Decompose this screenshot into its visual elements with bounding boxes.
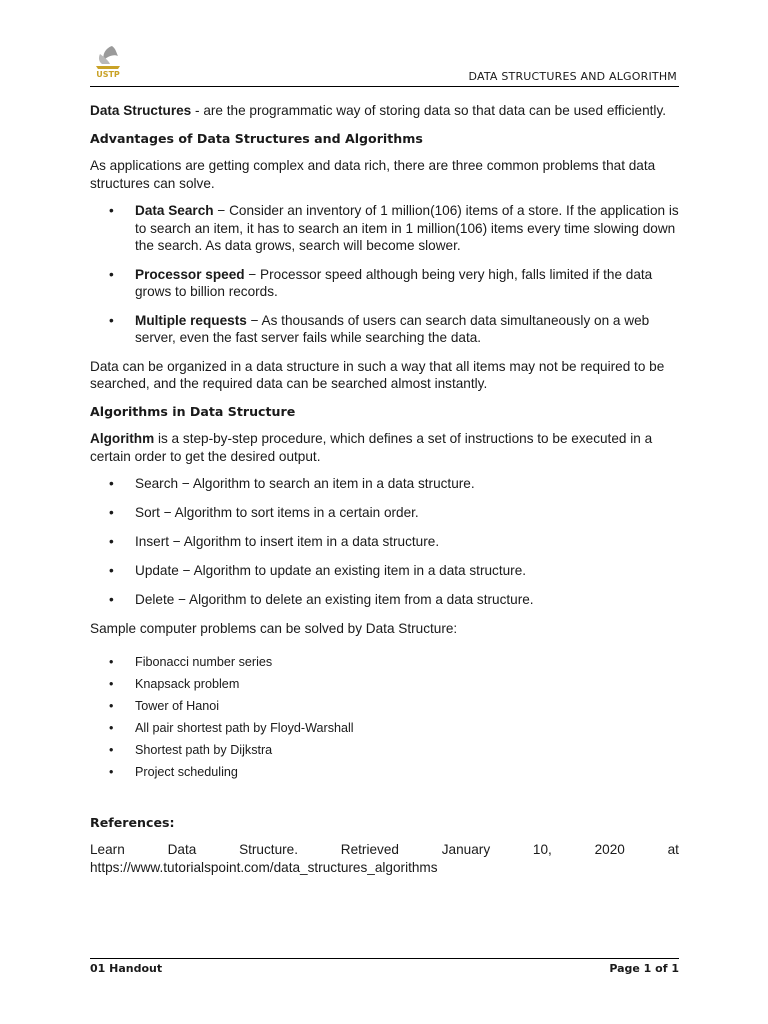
list-item: • Insert − Algorithm to insert item in a data structure.: [90, 533, 679, 551]
reference-word: Retrieved: [340, 842, 399, 857]
reference-url: https://www.tutorialspoint.com/data_structures_algorithms: [90, 859, 438, 875]
page-footer: [90, 958, 679, 975]
definition-paragraph: [90, 102, 679, 120]
algorithm-term: Algorithm: [90, 431, 155, 446]
algorithm-text: is a step-by-step procedure, which defines a set of instructions to be executed in a certain order to get the desired output.: [90, 431, 653, 464]
advantages-intro: As applications are getting complex and data rich, there are three common problems that data structures can solve.: [90, 158, 656, 191]
document-title: DATA STRUCTURES AND ALGORITHM: [468, 70, 677, 83]
definition-text: - are the programmatic way of storing data so that data can be used efficiently.: [191, 103, 667, 118]
ustp-logo: [90, 44, 126, 84]
algorithm-definition: [90, 430, 679, 465]
list-item: • Sort − Algorithm to sort items in a certain order.: [90, 504, 679, 522]
page-header: [90, 44, 679, 87]
reference-word: 10,: [532, 842, 552, 857]
item-text: − As thousands of users can search data simultaneously on a web server, even the fast server fails while searching the data.: [135, 312, 650, 345]
reference-word: Data: [167, 842, 197, 857]
document-body: [90, 102, 679, 876]
list-item: • Knapsack problem: [90, 673, 679, 695]
list-item: • Search − Algorithm to search an item in a data structure.: [90, 475, 679, 493]
item-term: Data Search: [135, 203, 214, 218]
reference-line: [90, 841, 679, 859]
list-item: • Project scheduling: [90, 761, 679, 783]
reference-word: 2020: [594, 842, 625, 857]
advantages-list: [90, 202, 679, 347]
list-item: • Update − Algorithm to update an existing item in a data structure.: [90, 562, 679, 580]
advantages-closing: Data can be organized in a data structure in such a way that all items may not be required to be searched, and the required data can be searched almost instantly.: [90, 358, 665, 391]
list-item: • Tower of Hanoi: [90, 695, 679, 717]
item-text: − Consider an inventory of 1 million(106) items of a store. If the application is to search an item, it has to search an item in 1 million(106) items every time slowing down the search. As data grows, search will become slower.: [135, 203, 679, 253]
list-item: [90, 266, 679, 301]
algorithms-list: [90, 475, 679, 609]
problems-list: [90, 651, 679, 783]
item-term: Multiple requests: [135, 312, 247, 328]
list-item: • Delete − Algorithm to delete an existing item from a data structure.: [90, 591, 679, 609]
list-item: • All pair shortest path by Floyd-Warshall: [90, 717, 679, 739]
advantages-heading: Advantages of Data Structures and Algorithms: [90, 130, 423, 146]
svg-text:USTP: USTP: [96, 70, 120, 79]
list-item: [90, 202, 679, 255]
footer-handout: 01 Handout: [90, 962, 163, 975]
problems-intro: Sample computer problems can be solved by Data Structure:: [90, 621, 458, 636]
reference-word: at: [667, 842, 679, 857]
item-text: − Processor speed although being very high, falls limited if the data grows to billion records.: [135, 266, 653, 299]
list-item: [90, 312, 679, 347]
algorithms-heading: Algorithms in Data Structure: [90, 403, 296, 419]
reference-word: Learn: [90, 842, 125, 857]
references-heading: References:: [90, 814, 175, 830]
reference-word: January: [441, 842, 491, 857]
item-term: Processor speed: [135, 266, 245, 282]
reference-word: Structure.: [239, 842, 298, 857]
list-item: • Shortest path by Dijkstra: [90, 739, 679, 761]
list-item: • Fibonacci number series: [90, 651, 679, 673]
definition-term: Data Structures: [90, 103, 192, 118]
footer-page-number: Page 1 of 1: [609, 962, 679, 975]
